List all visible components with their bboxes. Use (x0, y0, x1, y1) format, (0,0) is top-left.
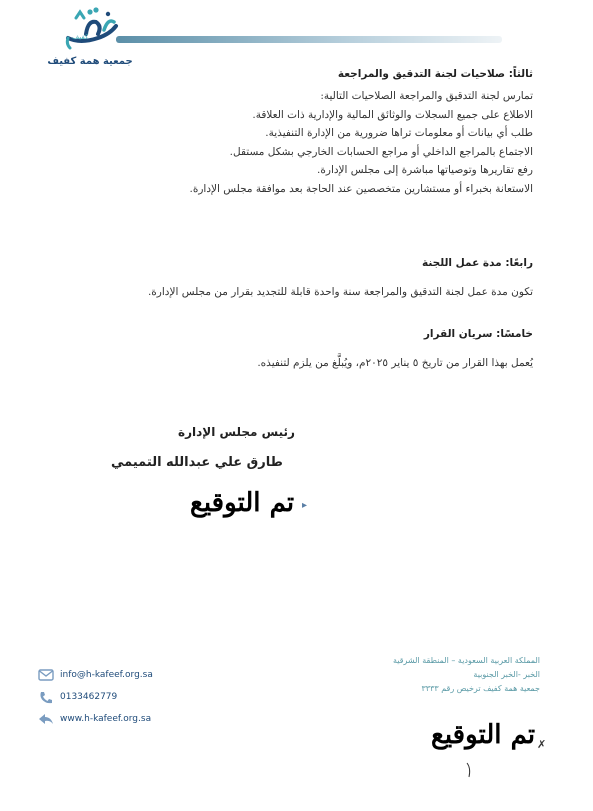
mail-icon (38, 669, 54, 681)
address-line: المملكة العربية السعودية – المنطقة الشرقية (392, 656, 540, 665)
footer-signed-stamp: تم التوقيع (431, 720, 536, 750)
signatory-title: رئيس مجلس الإدارة (178, 425, 295, 439)
section-line: تكون مدة عمل لجنة التدقيق والمراجعة سنة واحدة قابلة للتجديد بقرار من مجلس الإدارة. (147, 286, 533, 298)
section-title: رابعًا: مدة عمل اللجنة (421, 257, 533, 269)
section-effect (125, 328, 533, 373)
footer-address (366, 654, 540, 696)
signed-stamp: تم التوقيع (190, 488, 295, 518)
section-line: الاجتماع بالمراجع الداخلي أو مراجع الحسابات الخارجي بشكل مستقل. (229, 145, 533, 158)
phone-icon (38, 691, 54, 705)
section-title: خامسًا: سريان القرار (423, 328, 533, 340)
mark-dot: ✗ (537, 738, 547, 751)
header-bar (116, 36, 502, 43)
mark-dot: ▸ (302, 500, 308, 511)
signatory-name: طارق علي عبدالله التميمي (111, 455, 283, 470)
web-icon (38, 713, 54, 725)
address-line: الخبر -الخبر الجنوبية (473, 670, 540, 679)
phone-text[interactable]: 0133462779 (60, 692, 118, 702)
address-line: جمعية همة كفيف ترخيص رقم ٣٣٣٣ (421, 684, 540, 693)
section-line: الاطلاع على جميع السجلات والوثائق المالية والإدارية ذات العلاقة. (252, 108, 533, 121)
website-text[interactable]: www.h-kafeef.org.sa (60, 714, 152, 724)
section-line: الاستعانة بخبراء أو مستشارين متخصصين عند الحاجة بعد موافقة مجلس الإدارة. (189, 182, 533, 195)
email-text[interactable]: info@h-kafeef.org.sa (60, 670, 153, 680)
section-powers (125, 68, 533, 199)
org-name: جمعية همة كفيف (47, 56, 133, 67)
pen-mark (466, 762, 472, 778)
section-line: يُعمل بهذا القرار من تاريخ ٥ يناير ٢٠٢٥م، ويُبلَّغ من يلزم لتنفيذه. (257, 357, 533, 369)
logo-subtext: كفيف (72, 33, 89, 41)
section-title: ثالثاً: صلاحيات لجنة التدقيق والمراجعة (337, 68, 533, 80)
section-line: رفع تقاريرها وتوصياتها مباشرة إلى مجلس الإدارة. (317, 164, 533, 177)
section-line: طلب أي بيانات أو معلومات تراها ضرورية من الإدارة التنفيذية. (265, 127, 533, 140)
section-line: تمارس لجنة التدقيق والمراجعة الصلاحيات التالية: (320, 90, 533, 102)
logo-icon (28, 4, 140, 54)
section-term (125, 257, 533, 302)
